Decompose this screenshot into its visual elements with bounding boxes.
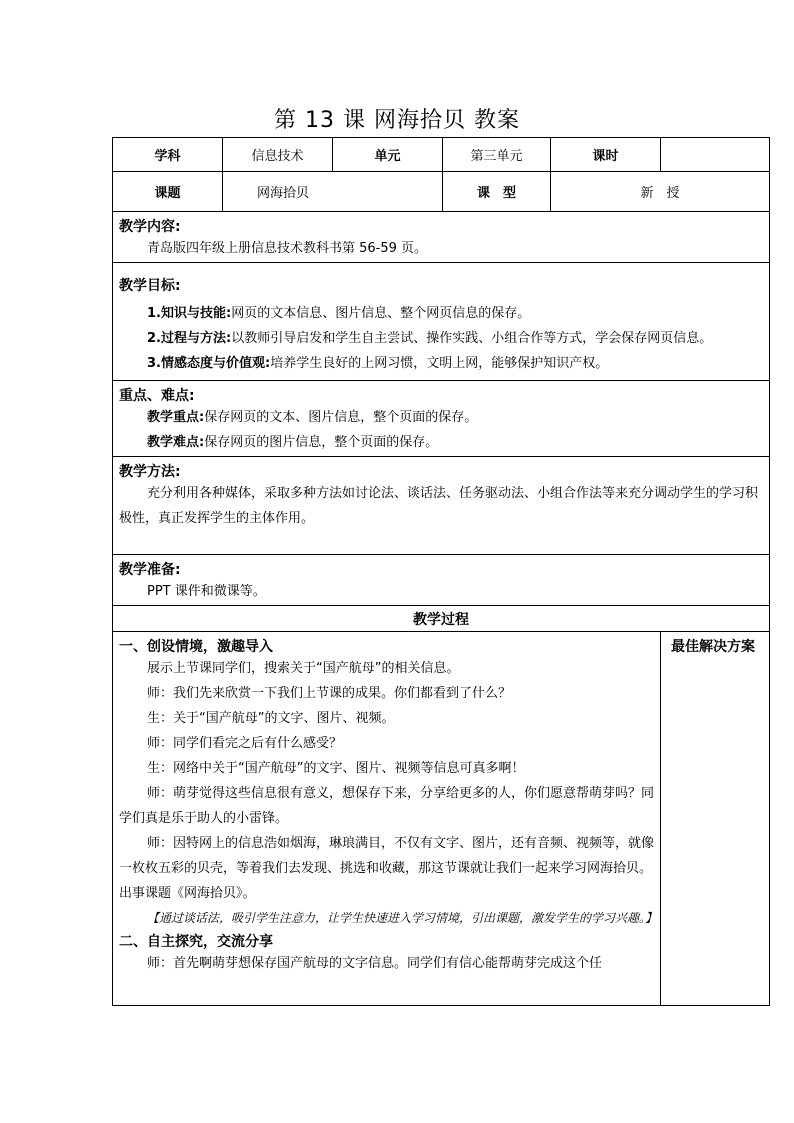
goal-text: 以教师引导启发和学生自主尝试、操作实践、小组合作等方式，学会保存网页信息。 [231, 331, 713, 346]
process-title: 教学过程 [113, 606, 770, 632]
lesson-plan-table [112, 137, 770, 1006]
key-item-1 [113, 405, 769, 430]
section2-para: 师：首先啊萌芽想保存国产航母的文字信息。同学们有信心能帮萌芽完成这个任 [147, 956, 603, 971]
section1-note: 【通过谈话法，吸引学生注意力，让学生快速进入学习情境，引出课题，激发学生的学习兴趣。】 [147, 911, 658, 925]
key-label: 教学重点: [147, 410, 205, 425]
key-title: 重点、难点: [119, 388, 195, 404]
section1-para: 展示上节课同学们，搜索关于“国产航母”的相关信息。 [147, 661, 460, 676]
hours-value [661, 138, 770, 172]
content-title: 教学内容: [119, 219, 181, 235]
section1-para: 师：萌芽觉得这些信息很有意义，想保存下来，分享给更多的人，你们愿意帮萌芽吗？同学们真是乐于助人的小雷锋。 [119, 786, 655, 826]
section1-title: 一、创设情境，激趣导入 [119, 639, 273, 655]
solution-title: 最佳解决方案 [671, 639, 755, 655]
info-row-1 [113, 138, 770, 172]
unit-value: 第三单元 [443, 138, 551, 172]
prep-text: PPT 课件和微课等。 [147, 584, 266, 599]
info-row-2 [113, 172, 770, 212]
key-item-2 [113, 430, 769, 455]
section1-para: 师：同学们看完之后有什么感受？ [147, 736, 343, 751]
goal-label: 3.情感态度与价值观: [147, 356, 271, 371]
goal-text: 培养学生良好的上网习惯，文明上网，能够保护知识产权。 [270, 356, 609, 371]
content-row [113, 212, 770, 263]
section1-para: 师：我们先来欣赏一下我们上节课的成果。你们都看到了什么？ [147, 686, 512, 701]
goal-label: 2.过程与方法: [147, 331, 232, 346]
method-title: 教学方法: [119, 464, 181, 480]
document-title: 第 13 课 网海拾贝 教案 [274, 108, 520, 133]
content-text: 青岛版四年级上册信息技术教科书第 56-59 页。 [147, 241, 428, 256]
unit-label: 单元 [333, 138, 443, 172]
prep-title: 教学准备: [119, 562, 181, 578]
topic-value: 网海拾贝 [223, 172, 443, 212]
key-text: 保存网页的文本、图片信息，整个页面的保存。 [204, 410, 478, 425]
hours-label: 课时 [551, 138, 661, 172]
key-row [113, 381, 770, 457]
process-body-row [113, 632, 770, 1006]
process-header-row [113, 606, 770, 632]
key-text: 保存网页的图片信息，整个页面的保存。 [204, 435, 439, 450]
subject-value: 信息技术 [223, 138, 333, 172]
method-row [113, 457, 770, 555]
key-label: 教学难点: [147, 435, 205, 450]
topic-label: 课题 [113, 172, 223, 212]
type-value: 新 授 [551, 172, 770, 212]
goals-title: 教学目标: [119, 278, 181, 294]
section2-title: 二、自主探究，交流分享 [119, 934, 273, 950]
type-label: 课 型 [443, 172, 551, 212]
goal-item-1 [113, 301, 769, 326]
section1-para: 师：因特网上的信息浩如烟海，琳琅满目，不仅有文字、图片，还有音频、视频等，就像一枚枚五彩的贝壳，等着我们去发现、挑选和收藏，那这节课就让我们一起来学习网海拾贝。出事课题《网海拾贝》。 [119, 836, 655, 901]
goal-label: 1.知识与技能: [147, 306, 232, 321]
goal-text: 网页的文本信息、图片信息、整个网页信息的保存。 [231, 306, 531, 321]
section1-para: 生：关于“国产航母”的文字、图片、视频。 [147, 711, 395, 726]
goal-item-2 [113, 326, 769, 351]
subject-label: 学科 [113, 138, 223, 172]
method-text: 充分利用各种媒体，采取多种方法如讨论法、谈话法、任务驱动法、小组合作法等来充分调动学生的学习积极性，真正发挥学生的主体作用。 [119, 486, 759, 526]
section1-para: 生：网络中关于“国产航母”的文字、图片、视频等信息可真多啊！ [147, 761, 525, 776]
prep-row [113, 555, 770, 606]
goals-row [113, 263, 770, 381]
goal-item-3 [113, 351, 769, 376]
